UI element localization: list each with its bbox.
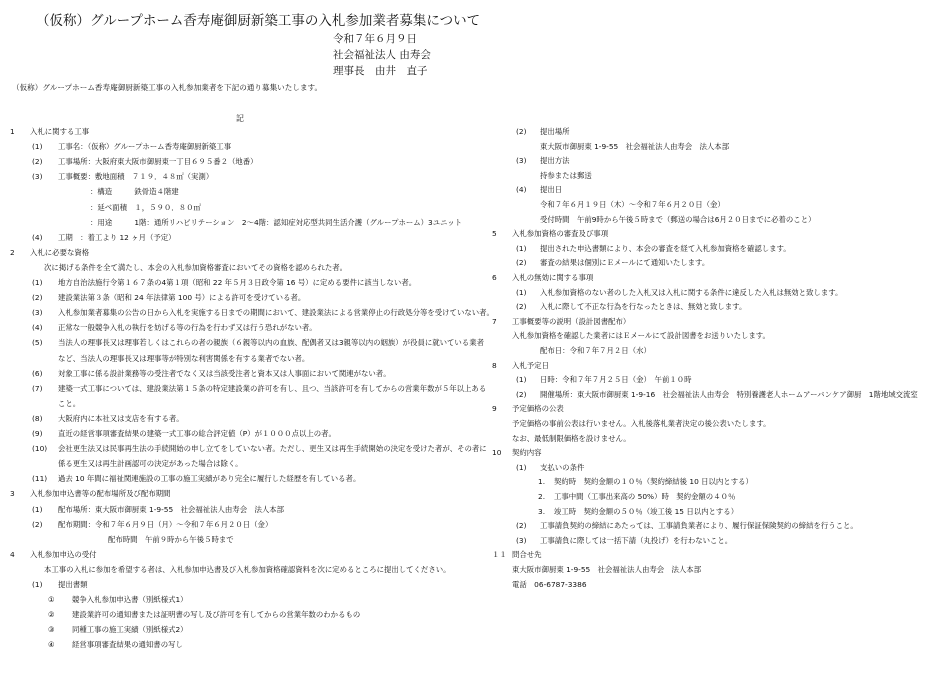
- item-number: (2): [516, 521, 527, 531]
- item-number: (8): [32, 413, 43, 423]
- item-number: (1): [516, 243, 527, 253]
- section-heading: 契約内容: [512, 448, 542, 458]
- item-text: 地方自治法施行令第１６７条の4第１項（昭和 22 年５月３日政令第 16 号）に定める要件に該当しない者。: [58, 278, 417, 287]
- section-heading: 予定価格の公表: [512, 404, 564, 414]
- item-text: 提出方法: [540, 156, 570, 166]
- item-number: (10): [32, 444, 48, 454]
- item-text: 提出場所: [540, 127, 570, 136]
- item-text: 本工事の入札に参加を希望する者は、入札参加申込書及び入札参加資格確認資料を次に定めるところに提出してください。: [44, 564, 451, 574]
- item-number: 8: [492, 360, 497, 370]
- item-text: 日時：令和７年７月２５日（金） 午前１０時: [540, 375, 692, 385]
- signer-name: 理事長 由井 直子: [333, 65, 428, 77]
- item-number: ④: [48, 640, 55, 650]
- item-number: (11): [32, 474, 48, 484]
- item-number: 1.: [538, 477, 546, 487]
- item-number: (2): [516, 302, 527, 312]
- section-heading: 入札参加資格の審査及び事項: [512, 229, 609, 239]
- item-number: (2): [32, 293, 43, 303]
- item-text: 持参または郵送: [540, 170, 592, 180]
- item-number: (3): [516, 535, 527, 545]
- item-number: (3): [516, 156, 527, 166]
- item-text: 令和７年６月１９日（木）～令和７年６月２０日（金）: [540, 200, 725, 209]
- item-text: 支払いの条件: [540, 462, 585, 472]
- item-text: 東大阪市御厨東 1-9-55 社会福祉法人由寿会 法人本部: [512, 565, 702, 574]
- item-text: 予定価格の事前公表は行いません。入札後落札業者決定の後公表いたします。: [512, 419, 771, 428]
- item-text: こと。: [58, 398, 81, 408]
- notice-date: 令和７年６月９日: [333, 33, 417, 45]
- section-heading: 問合せ先: [512, 550, 542, 560]
- item-text: 工事場所：大阪府東大阪市御厨東一丁目６９５番２（地番）: [58, 157, 258, 167]
- item-number: (2): [516, 389, 527, 399]
- item-text: ：延べ面積 １，５９０．８０㎡: [90, 202, 201, 212]
- item-text: 契約時 契約金額の１０％（契約締結後 10 日以内とする）: [554, 477, 753, 487]
- item-number: 3.: [538, 506, 546, 516]
- item-text: 配布日：令和７年７月２日（水）: [540, 346, 651, 355]
- section-heading: 入札の無効に関する事項: [512, 273, 594, 282]
- section-heading: 入札参加申込の受付: [30, 549, 97, 559]
- item-number: (1): [32, 504, 43, 514]
- item-text: 直近の経営事項審査結果の建築一式工事の総合評定値（P）が１０００点以上の者。: [58, 429, 336, 438]
- item-text: ：構造 鉄骨造４階建: [90, 187, 179, 197]
- item-text: 入札参加業者募集の公告の日から入札を実施する日までの期間において、建設業法による営業停止の行政処分等を受けていない者。: [58, 308, 494, 318]
- item-number: (3): [32, 308, 43, 318]
- item-text: 経営事項審査結果の通知書の写し: [72, 640, 183, 650]
- intro-text: （仮称）グループホーム香寿庵御厨新築工事の入札参加業者を下記の通り募集いたします。: [12, 83, 323, 92]
- item-number: (4): [32, 232, 43, 242]
- item-text: 過去 10 年間に福祉関連施設の工事の施工実績があり完全に履行した経歴を有している者。: [58, 474, 361, 484]
- item-text: 次に掲げる条件を全て満たし、本会の入札参加資格審査においてその資格を認められた者。: [44, 262, 348, 272]
- item-number: 4: [10, 549, 15, 559]
- item-text: 入札参加資格のない者のした入札又は入札に関する条件に違反した入札は無効と致します。: [540, 287, 843, 297]
- item-text: 受付時間 午前9時から午後５時まで（郵送の場合は6月２０日までに必着のこと）: [540, 214, 816, 224]
- item-number: (1): [32, 142, 43, 152]
- item-text: 提出された申込書類により、本会の審査を経て入札参加資格を確認します。: [540, 243, 791, 253]
- item-text: 同種工事の施工実績（別紙様式2）: [72, 625, 188, 635]
- item-number: (1): [516, 287, 527, 297]
- item-number: 6: [492, 273, 497, 282]
- item-number: (1): [32, 580, 43, 589]
- item-number: (5): [32, 338, 43, 348]
- item-text: 提出日: [540, 185, 563, 195]
- item-text: なお、最低制限価格を設けません。: [512, 433, 631, 443]
- item-text: など、当法人の理事長又は理事等が特別な利害関係を有する業者でない者。: [58, 353, 310, 363]
- item-text: ：用途 1階：通所リハビリテーション 2～4階：認知症対応型共同生活介護（グループホーム）3ユニット: [90, 217, 463, 227]
- item-text: 提出書類: [58, 580, 88, 589]
- item-number: 2: [10, 247, 15, 257]
- section-heading: 入札予定日: [512, 360, 549, 370]
- item-text: 配布期間：令和７年６月９日（月）～令和７年６月２０日（金）: [58, 519, 273, 529]
- item-text: 会社更生法又は民事再生法の手続開始の申し立てをしていない者。ただし、更生又は再生手続開始の決定を受けた者が、その者に: [58, 444, 487, 454]
- item-text: 対象工事に係る設計業務等の受注者でなく又は当該受注者と資本又は人事面において関連がない者。: [58, 368, 391, 378]
- organization-name: 社会福祉法人 由寿会: [333, 49, 431, 61]
- item-number: (9): [32, 429, 43, 438]
- item-text: 配布場所：東大阪市御厨東 1-9-55 社会福祉法人由寿会 法人本部: [58, 504, 285, 514]
- item-number: (2): [32, 519, 43, 529]
- item-text: 当法人の理事長又は理事若しくはこれらの者の親族（６親等以内の血族、配偶者又は3親等以内の姻族）が役員に就いている業者: [58, 338, 484, 348]
- item-number: (3): [32, 172, 43, 182]
- item-number: (4): [32, 323, 43, 333]
- section-heading: 入札に必要な資格: [30, 247, 90, 257]
- item-number: (1): [32, 278, 43, 287]
- item-number: ②: [48, 610, 55, 620]
- item-text: 係る更生又は再生計画認可の決定があった場合は除く。: [58, 459, 243, 469]
- item-number: (2): [516, 258, 527, 268]
- item-text: 配布時間 午前９時から午後５時まで: [108, 534, 234, 544]
- section-heading: 入札に関する工事: [30, 127, 90, 136]
- item-text: 審査の結果は個別にＥメールにて通知いたします。: [540, 258, 710, 268]
- item-number: (1): [516, 462, 527, 472]
- item-text: 開催場所：東大阪市御厨東 1-9-16 社会福祉法人由寿会 特別養護老人ホームアーバンケア御厨 1階地域交流室: [540, 389, 918, 399]
- item-text: 建築一式工事については、建設業法第１５条の特定建設業の許可を有し、且つ、当該許可を有してからの営業年数が５年以上ある: [58, 383, 487, 393]
- item-text: 工事概要：敷地面積 ７１９．４８㎡（実測）: [58, 172, 214, 182]
- item-text: 建設業法第３条（昭和 24 年法律第 100 号）による許可を受けている者。: [58, 293, 306, 303]
- item-text: 競争入札参加申込書（別紙様式1）: [72, 595, 188, 605]
- item-text: 工事請負契約の締結にあたっては、工事請負業者により、履行保証保険契約の締結を行うこと。: [540, 521, 858, 531]
- item-text: 正常な一般競争入札の執行を妨げる等の行為を行わず又は行う恐れがない者。: [58, 323, 317, 333]
- ki-heading: 記: [236, 114, 244, 123]
- page-title: （仮称）グループホーム香寿庵御厨新築工事の入札参加業者募集について: [36, 13, 481, 29]
- item-number: ③: [48, 625, 55, 635]
- item-number: 9: [492, 404, 497, 414]
- item-text: 大阪府内に本社又は支店を有する者。: [58, 413, 184, 423]
- item-number: 7: [492, 316, 497, 326]
- item-text: 電話 06-6787-3386: [512, 579, 587, 589]
- item-number: (2): [32, 157, 43, 167]
- item-text: 工事名：（仮称）グループホーム香寿庵御厨新築工事: [58, 142, 232, 152]
- item-text: 工期 ：着工より 12 ヶ月（予定）: [58, 232, 176, 242]
- item-number: 3: [10, 489, 15, 499]
- item-text: 建設業許可の通知書または証明書の写し及び許可を有してからの営業年数のわかるもの: [72, 610, 361, 620]
- item-text: 竣工時 契約金額の５０％（竣工後 15 日以内とする）: [554, 506, 739, 516]
- item-number: (6): [32, 368, 43, 378]
- item-number: (4): [516, 185, 527, 195]
- item-number: 10: [492, 448, 502, 458]
- item-number: 2.: [538, 492, 546, 501]
- item-text: 工事請負に際しては一括下請（丸投げ）を行わないこと。: [540, 535, 733, 545]
- section-heading: 工事概要等の説明（設計図書配布）: [512, 316, 631, 326]
- item-number: ①: [48, 595, 55, 605]
- item-text: 東大阪市御厨東 1-9-55 社会福祉法人由寿会 法人本部: [540, 141, 730, 151]
- item-text: 入札参加資格を確認した業者にはＥメールにて設計図書をお送りいたします。: [512, 331, 770, 341]
- item-number: １１: [492, 550, 507, 560]
- item-text: 工事中間（工事出来高の 50%）時 契約金額の４０％: [554, 492, 736, 501]
- item-number: (1): [516, 375, 527, 385]
- item-number: 5: [492, 229, 497, 239]
- item-number: 1: [10, 127, 15, 136]
- item-number: (7): [32, 383, 43, 393]
- item-text: 入札に際して不正な行為を行なったときは、無効と致します。: [540, 302, 747, 312]
- item-number: (2): [516, 127, 527, 136]
- section-heading: 入札参加申込書等の配布場所及び配布期間: [30, 489, 171, 499]
